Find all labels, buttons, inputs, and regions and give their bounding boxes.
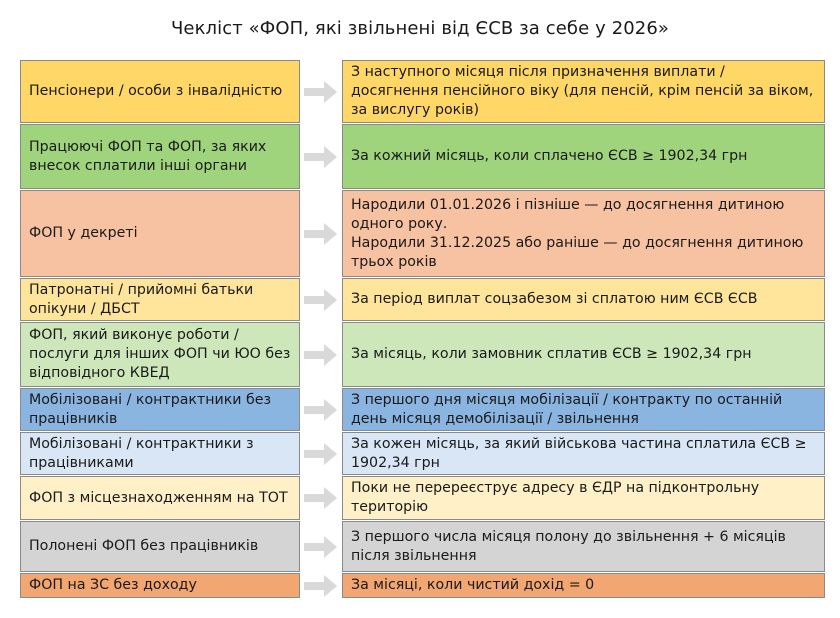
- arrow-right-icon: [300, 60, 342, 123]
- category-label: Працюючі ФОП та ФОП, за яких внесок сплатили інші органи: [29, 138, 267, 174]
- exemption-text: З першого числа місяця полону до звільнення + 6 місяців після звільнення: [351, 528, 786, 564]
- table-row: [0, 521, 840, 572]
- exemption-text: За кожен місяць, за який військова частина сплатила ЄСВ ≥ 1902,34 грн: [351, 435, 807, 471]
- category-cell: [20, 278, 300, 321]
- category-label: ФОП з місцезнаходженням на ТОТ: [29, 489, 288, 506]
- category-cell: [20, 124, 300, 189]
- arrow-right-icon: [300, 432, 342, 475]
- exemption-text-line: Народили 31.12.2025 або раніше — до досягнення дитиною трьох років: [351, 234, 804, 270]
- exemption-text: З наступного місяця після призначення виплати / досягнення пенсійного віку (для пенсій, крім пенсій за віком, за вислугу років): [351, 64, 814, 118]
- arrow-right-icon: [300, 322, 342, 387]
- exemption-cell: [342, 388, 825, 431]
- arrow-right-icon: [300, 388, 342, 431]
- exemption-text: Поки не перереєструє адресу в ЄДР на підконтрольну територію: [351, 480, 760, 515]
- category-label: Пенсіонери / особи з інвалідністю: [29, 83, 283, 99]
- exemption-text-line: Народили 01.01.2026 і пізніше — до досягнення дитиною одного року.: [351, 196, 785, 232]
- exemption-cell: [342, 124, 825, 189]
- table-row: [0, 60, 840, 123]
- category-label: Полонені ФОП без працівників: [29, 538, 259, 554]
- exemption-cell: [342, 476, 825, 520]
- exemption-cell: [342, 322, 825, 387]
- category-cell: [20, 322, 300, 387]
- table-row: [0, 573, 840, 598]
- page-title: Чекліст «ФОП, які звільнені від ЄСВ за себе у 2026»: [170, 18, 670, 39]
- category-cell: [20, 60, 300, 123]
- category-label: Патронатні / прийомні батьки опікуни / ДБСТ: [29, 281, 254, 317]
- arrow-right-icon: [300, 476, 342, 520]
- category-label: Мобілізовані / контрактники без працівників: [29, 391, 272, 427]
- table-row: [0, 432, 840, 475]
- table-row: [0, 278, 840, 321]
- table-row: [0, 388, 840, 431]
- table-row: [0, 190, 840, 277]
- category-cell: [20, 476, 300, 520]
- category-cell: [20, 432, 300, 475]
- category-label: Мобілізовані / контрактники з працівниками: [29, 435, 254, 471]
- arrow-right-icon: [300, 278, 342, 321]
- table-row: [0, 476, 840, 520]
- exemption-cell: [342, 432, 825, 475]
- exemption-cell: [342, 190, 825, 277]
- category-label: ФОП на ЗС без доходу: [29, 577, 197, 593]
- table-row: [0, 322, 840, 387]
- category-cell: [20, 521, 300, 572]
- exemption-text: За період виплат соцзабезом зі сплатою ним ЄСВ ЄСВ: [351, 291, 758, 307]
- arrow-right-icon: [300, 573, 342, 598]
- exemption-cell: [342, 60, 825, 123]
- table-row: [0, 124, 840, 189]
- category-cell: [20, 573, 300, 598]
- arrow-right-icon: [300, 190, 342, 277]
- arrow-right-icon: [300, 521, 342, 572]
- exemption-text: За кожний місяць, коли сплачено ЄСВ ≥ 1902,34 грн: [351, 148, 748, 164]
- exemption-text: За місяць, коли замовник сплатив ЄСВ ≥ 1902,34 грн: [351, 346, 752, 362]
- exemption-text: За місяці, коли чистий дохід = 0: [351, 577, 595, 593]
- category-cell: [20, 190, 300, 277]
- exemption-cell: [342, 278, 825, 321]
- exemption-cell: [342, 521, 825, 572]
- category-cell: [20, 388, 300, 431]
- exemption-text: З першого дня місяця мобілізації / контракту по останній день місяця демобілізації / звільнення: [351, 391, 783, 427]
- category-label: ФОП у декреті: [29, 225, 138, 241]
- category-label: ФОП, який виконує роботи / послуги для інших ФОП чи ЮО без відповідного КВЕД: [29, 327, 291, 381]
- arrow-right-icon: [300, 124, 342, 189]
- exemption-cell: [342, 573, 825, 598]
